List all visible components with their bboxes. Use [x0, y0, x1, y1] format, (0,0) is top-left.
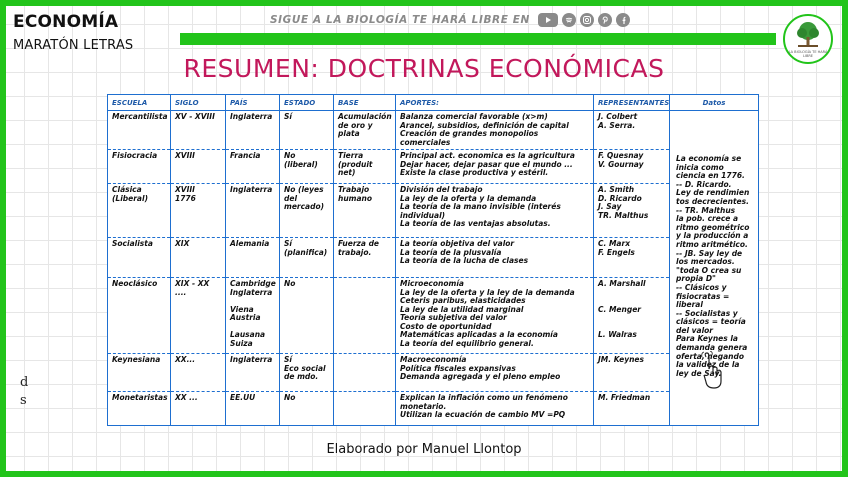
cell-pais: EE.UU [226, 392, 280, 426]
tagline-text: SIGUE A LA BIOLOGÍA TE HARÁ LIBRE EN [270, 14, 530, 26]
table-row [108, 392, 759, 426]
cell-aportes: Balanza comercial favorable (x>m) Arancel, subsidios, definición de capital Creación de grandes monopolios comerciales [396, 111, 594, 150]
table-header-row [108, 95, 759, 111]
header-estado: ESTADO [280, 95, 334, 111]
header-bar [180, 33, 776, 45]
cell-escuela: Fisiocracia [108, 150, 171, 184]
subject-subtitle: MARATÓN LETRAS [13, 38, 134, 53]
cell-siglo: XIX - XX .... [171, 278, 226, 354]
cell-aportes: Microeconomía La ley de la oferta y la ley de la demanda Ceteris paribus, elasticidades La ley de la utilidad marginal Teoría subjetiva del valor Costo de oportunidad Matemáticas aplicadas a la economía La teoría del equilibrio general. [396, 278, 594, 354]
page-title: RESUMEN: DOCTRINAS ECONÓMICAS [183, 54, 665, 83]
cell-escuela: Mercantilista [108, 111, 171, 150]
cell-representantes: C. Marx F. Engels [594, 238, 670, 278]
cell-aportes: Explican la inflación como un fenómeno monetario. Utilizan la ecuación de cambio MV =PQ [396, 392, 594, 426]
cell-pais: Cambridge Inglaterra Viena Austria Lausana Suiza [226, 278, 280, 354]
cell-estado: Sí Eco social de mdo. [280, 354, 334, 392]
cell-base [334, 278, 396, 354]
cell-representantes: J. Colbert A. Serra. [594, 111, 670, 150]
cell-siglo: XVIII 1776 [171, 184, 226, 238]
cell-representantes: F. Quesnay V. Gournay [594, 150, 670, 184]
table-row [108, 238, 759, 278]
header-aportes: APORTES: [396, 95, 594, 111]
cell-aportes: Macroeconomía Política fiscales expansivas Demanda agregada y el pleno empleo [396, 354, 594, 392]
table-row [108, 111, 759, 150]
cell-base [334, 354, 396, 392]
cell-pais: Inglaterra [226, 111, 280, 150]
margin-letters [20, 374, 28, 410]
author-credit: Elaborado por Manuel Llontop [326, 442, 522, 457]
cell-siglo: XX... [171, 354, 226, 392]
cell-aportes: La teoría objetiva del valor La teoría de la plusvalía La teoría de la lucha de clases [396, 238, 594, 278]
pinterest-icon[interactable] [598, 13, 612, 27]
cell-siglo: XV - XVIII [171, 111, 226, 150]
cell-representantes: A. Smith D. Ricardo J. Say TR. Malthus [594, 184, 670, 238]
pointing-hand-icon [700, 351, 724, 391]
cell-siglo: XX ... [171, 392, 226, 426]
cell-aportes: División del trabajo La ley de la oferta y la demanda La teoría de la mano invisible (interés individual) La teoría de las ventajas absolutas. [396, 184, 594, 238]
cell-escuela: Neoclásico [108, 278, 171, 354]
cell-escuela: Clásica (Liberal) [108, 184, 171, 238]
youtube-icon[interactable] [538, 13, 558, 27]
cell-base: Fuerza de trabajo. [334, 238, 396, 278]
cell-pais: Francia [226, 150, 280, 184]
table-row [108, 150, 759, 184]
table-row [108, 354, 759, 392]
cell-estado: No (liberal) [280, 150, 334, 184]
cell-pais: Inglaterra [226, 354, 280, 392]
table-row [108, 184, 759, 238]
header-base: BASE [334, 95, 396, 111]
cell-base: Acumulación de oro y plata [334, 111, 396, 150]
header-pais: PAÍS [226, 95, 280, 111]
course-heading [13, 12, 133, 53]
spotify-icon[interactable] [562, 13, 576, 27]
cell-representantes: JM. Keynes [594, 354, 670, 392]
table-row [108, 278, 759, 354]
header-escuela: ESCUELA [108, 95, 171, 111]
datos-notes: La economía se inicia como ciencia en 1776. -- D. Ricardo. Ley de rendimien tos decrecientes. -- TR. Malthus la pob. crece a ritmo geométrico y la producción a ritmo aritmético. -- JB. Say ley de los mercados. "toda O crea su propia D" -- Clásicos y fisiocratas = liberal -- Socialistas y clásicos = teoría del valor Para Keynes la demanda genera oferta, negando la validez de la ley de Say. [670, 111, 759, 426]
social-tagline [270, 13, 630, 27]
instagram-icon[interactable] [580, 13, 594, 27]
cell-escuela: Socialista [108, 238, 171, 278]
margin-letter: s [20, 393, 27, 408]
cell-estado: Sí (planifica) [280, 238, 334, 278]
cell-escuela: Monetaristas [108, 392, 171, 426]
cell-aportes: Principal act. economica es la agricultura Dejar hacer, dejar pasar que el mundo ... Existe la clase productiva y estéril. [396, 150, 594, 184]
cell-base: Tierra (produit net) [334, 150, 396, 184]
cell-estado: No [280, 278, 334, 354]
doctrines-table [107, 94, 759, 426]
header-siglo: SIGLO [171, 95, 226, 111]
logo-caption: LA BIOLOGÍA TE HARÁ LIBRE [788, 49, 828, 58]
tree-icon [793, 21, 823, 49]
cell-estado: Sí [280, 111, 334, 150]
cell-base [334, 392, 396, 426]
margin-letter: d [20, 375, 29, 390]
subject-title: ECONOMÍA [13, 12, 119, 32]
cell-siglo: XVIII [171, 150, 226, 184]
cell-estado: No [280, 392, 334, 426]
cell-pais: Alemania [226, 238, 280, 278]
cell-siglo: XIX [171, 238, 226, 278]
header-datos: Datos [670, 95, 759, 111]
cell-representantes: M. Friedman [594, 392, 670, 426]
cell-base: Trabajo humano [334, 184, 396, 238]
cell-representantes: A. Marshall C. Menger L. Walras [594, 278, 670, 354]
cell-escuela: Keynesiana [108, 354, 171, 392]
cell-pais: Inglaterra [226, 184, 280, 238]
header-representantes: REPRESENTANTES [594, 95, 670, 111]
cell-estado: No (leyes del mercado) [280, 184, 334, 238]
facebook-icon[interactable] [616, 13, 630, 27]
